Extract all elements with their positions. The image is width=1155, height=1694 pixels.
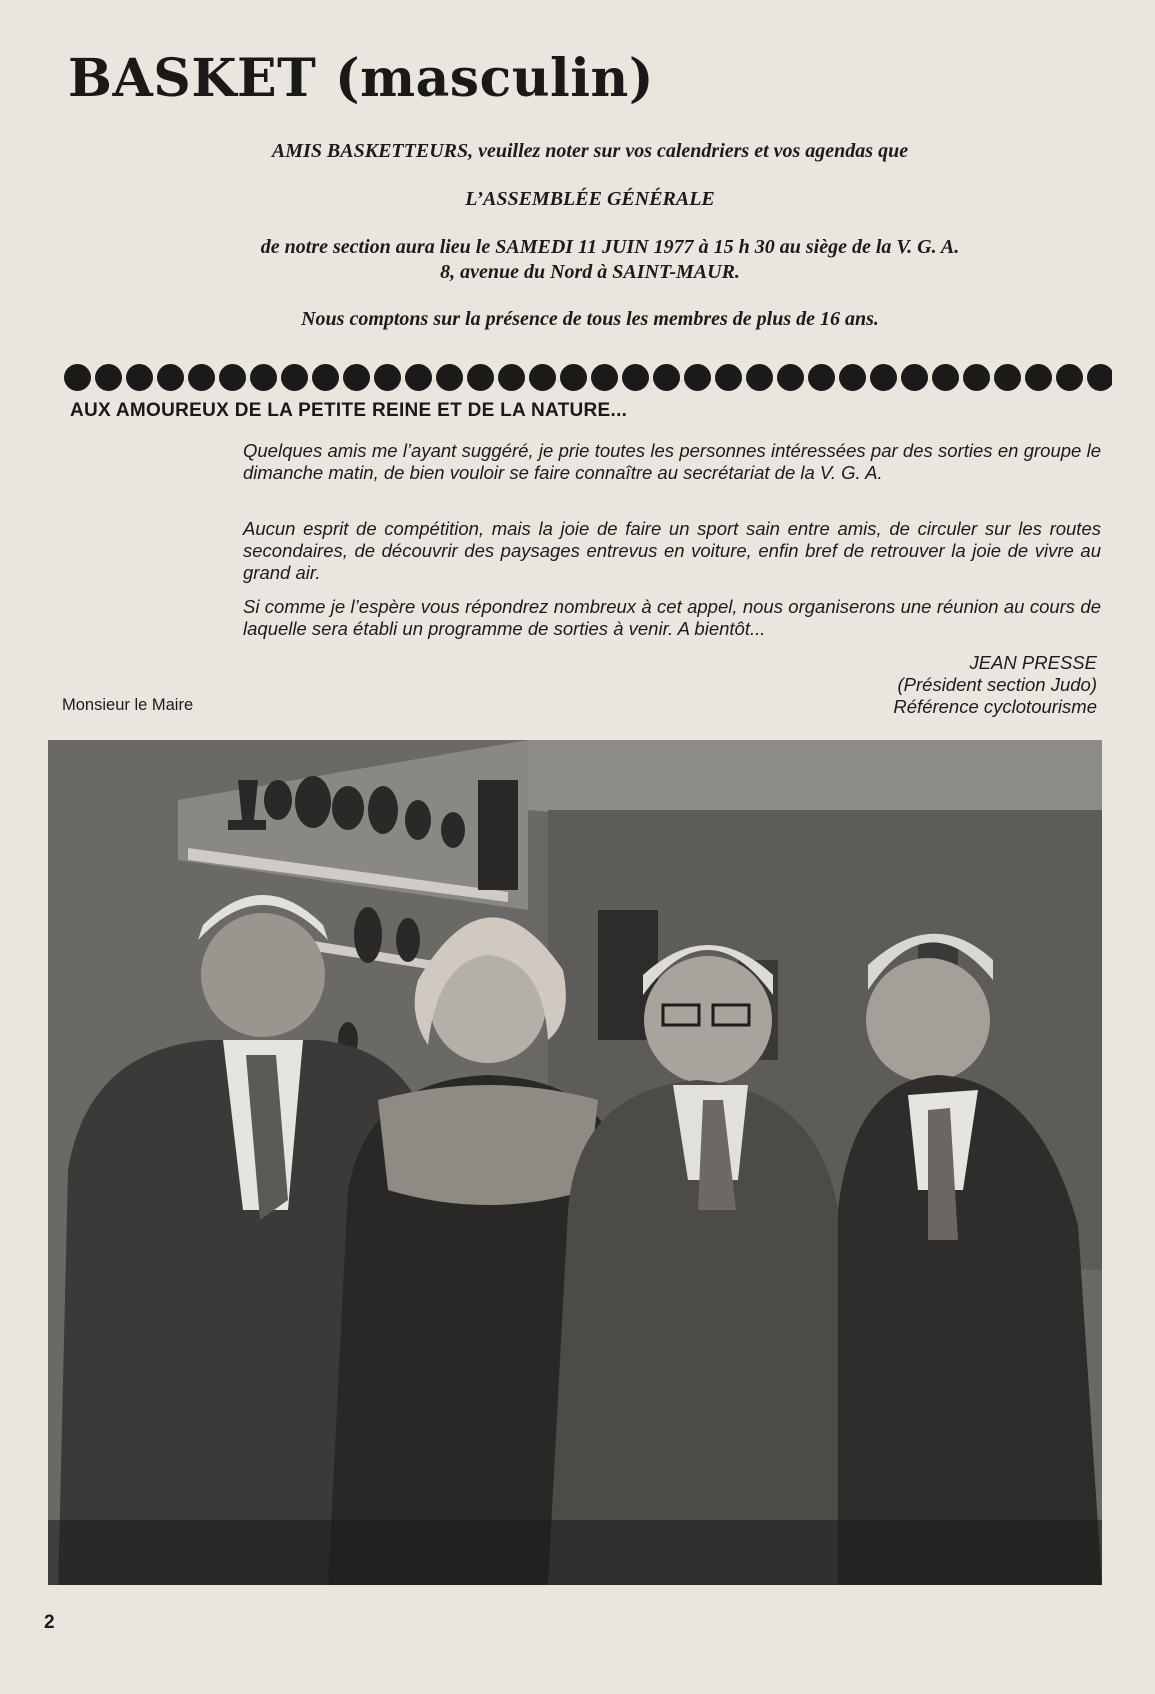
separator-dot (64, 364, 91, 391)
separator-dot (188, 364, 215, 391)
page-title: BASKET (masculin) (68, 48, 654, 109)
separator-dot (591, 364, 618, 391)
separator-dot (808, 364, 835, 391)
separator-dot (870, 364, 897, 391)
separator-dot (405, 364, 432, 391)
separator-dot (1056, 364, 1083, 391)
separator-dot (219, 364, 246, 391)
separator-dot (374, 364, 401, 391)
cyclo-paragraph-1: Quelques amis me l’ayant suggéré, je prie toutes les personnes intéressées par des sorties en groupe le dimanche matin, de bien vouloir se faire connaître au secrétariat de la V. G. A. (243, 440, 1101, 483)
separator-dot (498, 364, 525, 391)
separator-dot (1025, 364, 1052, 391)
signature-block (893, 652, 1097, 718)
separator-dot (994, 364, 1021, 391)
cyclo-paragraph-3: Si comme je l’espère vous répondrez nombreux à cet appel, nous organiserons une réunion au cours de laquelle sera établi un programme de sorties à venir. A bientôt... (243, 596, 1101, 639)
signature-reference: Référence cyclotourisme (893, 696, 1097, 717)
basket-address-line: 8, avenue du Nord à SAINT-MAUR. (440, 261, 740, 283)
cyclo-paragraph-2: Aucun esprit de compétition, mais la joie de faire un sport sain entre amis, de circuler sur les routes secondaires, de découvrir des paysages entrevus en voiture, enfin bref de retrouver la joie de vivre au grand air. (243, 518, 1101, 583)
separator-dot (932, 364, 959, 391)
separator-dot (560, 364, 587, 391)
page-number: 2 (44, 1612, 55, 1633)
separator-dot (653, 364, 680, 391)
basket-attendance-line: Nous comptons sur la présence de tous les membres de plus de 16 ans. (301, 308, 879, 330)
separator-dot (1087, 364, 1112, 391)
separator-dot (963, 364, 990, 391)
basket-assembly-heading: L’ASSEMBLÉE GÉNÉRALE (465, 188, 715, 210)
separator-dot (622, 364, 649, 391)
separator-dot (777, 364, 804, 391)
cyclo-heading: AUX AMOUREUX DE LA PETITE REINE ET DE LA NATURE... (70, 400, 628, 421)
basket-date-line: de notre section aura lieu le SAMEDI 11 JUIN 1977 à 15 h 30 au siège de la V. G. A. (260, 236, 960, 258)
separator-dot (312, 364, 339, 391)
separator-dot (839, 364, 866, 391)
separator-dot (901, 364, 928, 391)
separator-dot (281, 364, 308, 391)
separator-dot (684, 364, 711, 391)
separator-dot (746, 364, 773, 391)
separator-dot (467, 364, 494, 391)
bleed-through-heading (700, 80, 708, 112)
separator-dot (250, 364, 277, 391)
separator-dot (95, 364, 122, 391)
basket-intro-line: AMIS BASKETTEURS, veuillez noter sur vos calendriers et vos agendas que (271, 140, 909, 162)
photo-illustration (48, 740, 1102, 1585)
separator-dot (157, 364, 184, 391)
signature-role: (Président section Judo) (897, 674, 1097, 695)
separator-dot (436, 364, 463, 391)
separator-dot (529, 364, 556, 391)
separator-dot (715, 364, 742, 391)
signature-name: JEAN PRESSE (969, 652, 1097, 673)
dotted-separator (64, 364, 1112, 400)
group-photograph (48, 740, 1102, 1585)
separator-dot (126, 364, 153, 391)
separator-dot (343, 364, 370, 391)
photo-caption: Monsieur le Maire (62, 696, 194, 714)
